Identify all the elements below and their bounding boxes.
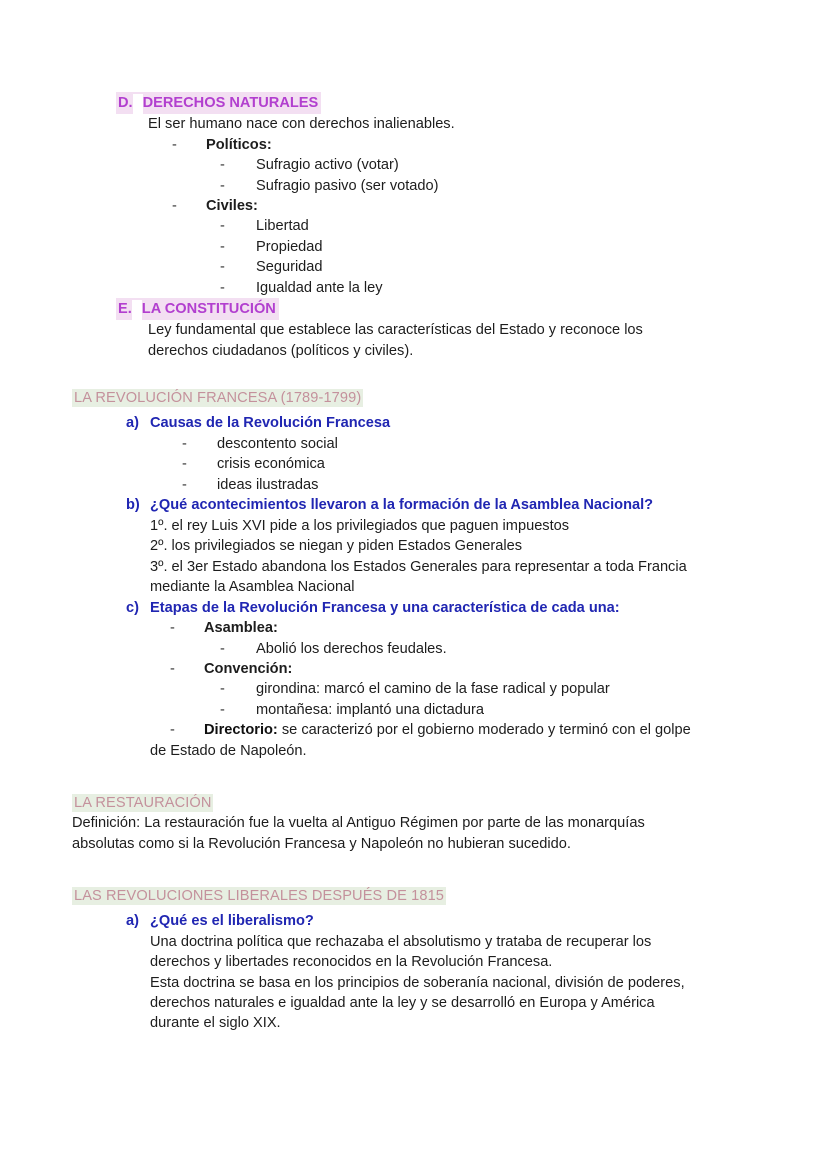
dash-bullet-icon: -	[172, 198, 177, 215]
group-label-civiles	[72, 196, 748, 216]
list-item-text: Abolió los derechos feudales.	[256, 640, 447, 657]
dash-bullet-icon: -	[220, 238, 225, 255]
derechos-naturales-intro: El ser humano nace con derechos inalienables.	[148, 116, 455, 133]
la-constitucion-body-line-2: derechos ciudadanos (políticos y civiles).	[148, 342, 414, 359]
group-label-text: Civiles:	[206, 198, 258, 215]
la-restauracion-body-line-1: Definición: La restauración fue la vuelta al Antiguo Régimen por parte de las monarquías	[72, 815, 645, 832]
item-b-asamblea-nacional	[72, 495, 748, 516]
list-item	[72, 278, 748, 298]
list-item	[72, 216, 748, 236]
item-a-liberalismo	[72, 911, 748, 932]
dash-bullet-icon: -	[220, 279, 225, 296]
item-marker-b: b)	[126, 497, 140, 514]
list-item-text: crisis económica	[217, 456, 325, 473]
heading-la-constitucion	[72, 298, 748, 320]
dash-bullet-icon: -	[220, 681, 225, 698]
banner-revoluciones-liberales	[72, 886, 748, 906]
heading-text-la-constitucion: LA CONSTITUCIÓN	[142, 298, 279, 320]
banner-text: LAS REVOLUCIONES LIBERALES DESPUÉS DE 1815	[74, 887, 445, 904]
item-a-causas	[72, 413, 748, 434]
item-heading-asamblea-nacional: ¿Qué acontecimientos llevaron a la formación de la Asamblea Nacional?	[150, 497, 654, 514]
liberalismo-line: durante el siglo XIX.	[150, 1015, 281, 1032]
item-heading-liberalismo: ¿Qué es el liberalismo?	[150, 913, 314, 930]
item-marker-a: a)	[126, 415, 139, 432]
item-marker-a: a)	[126, 913, 139, 930]
stage-label-text: Asamblea:	[204, 620, 278, 637]
list-item	[72, 700, 748, 720]
item-b-line: 2º. los privilegiados se niegan y piden Estados Generales	[150, 538, 523, 555]
dash-bullet-icon: -	[220, 701, 225, 718]
stage-directorio-body	[204, 720, 691, 740]
heading-derechos-naturales	[72, 92, 748, 114]
liberalismo-line: Esta doctrina se basa en los principios de soberanía nacional, división de poderes,	[150, 974, 685, 991]
list-item-text: montañesa: implantó una dictadura	[256, 701, 484, 718]
liberalismo-line: Una doctrina política que rechazaba el absolutismo y trataba de recuperar los	[150, 933, 652, 950]
item-b-line: 1º. el rey Luis XVI pide a los privilegiados que paguen impuestos	[150, 517, 570, 534]
list-item	[72, 155, 748, 175]
list-item-text: Libertad	[256, 218, 309, 235]
list-item-text: Sufragio activo (votar)	[256, 157, 399, 174]
stage-directorio	[72, 720, 748, 740]
dash-bullet-icon: -	[182, 476, 187, 493]
item-b-line: mediante la Asamblea Nacional	[150, 579, 355, 596]
dash-bullet-icon: -	[170, 620, 175, 637]
stage-label-text: Convención:	[204, 660, 293, 677]
list-item-text: Sufragio pasivo (ser votado)	[256, 177, 439, 194]
stage-label-text: Directorio:	[204, 722, 278, 739]
list-item	[72, 434, 748, 454]
list-item-text: Seguridad	[256, 259, 323, 276]
list-item	[72, 475, 748, 495]
stage-directorio-line-2: de Estado de Napoleón.	[150, 742, 307, 759]
banner-la-restauracion	[72, 793, 748, 813]
dash-bullet-icon: -	[220, 218, 225, 235]
heading-spacer	[133, 92, 143, 94]
dash-bullet-icon: -	[182, 456, 187, 473]
la-restauracion-body-line-2: absolutas como si la Revolución Francesa y Napoleón no hubieran sucedido.	[72, 835, 571, 852]
dash-bullet-icon: -	[220, 259, 225, 276]
dash-bullet-icon: -	[220, 157, 225, 174]
dash-bullet-icon: -	[172, 136, 177, 153]
stage-directorio-line-1: se caracterizó por el gobierno moderado y terminó con el golpe	[281, 722, 691, 739]
stage-label-convencion	[72, 659, 748, 679]
dash-bullet-icon: -	[220, 177, 225, 194]
banner-text: LA REVOLUCIÓN FRANCESA (1789-1799)	[74, 390, 362, 407]
dash-bullet-icon: -	[220, 640, 225, 657]
dash-bullet-icon: -	[170, 722, 175, 739]
list-item	[72, 454, 748, 474]
banner-revolucion-francesa	[72, 388, 748, 408]
list-item	[72, 237, 748, 257]
heading-marker-e: E.	[116, 298, 132, 320]
stage-label-asamblea	[72, 618, 748, 638]
heading-marker-d: D.	[116, 92, 133, 114]
group-label-text: Políticos:	[206, 136, 272, 153]
group-label-politicos	[72, 135, 748, 155]
list-item-text: Igualdad ante la ley	[256, 279, 383, 296]
dash-bullet-icon: -	[170, 660, 175, 677]
list-item-text: descontento social	[217, 436, 338, 453]
la-constitucion-body-line-1: Ley fundamental que establece las características del Estado y reconoce los	[148, 322, 643, 339]
banner-text: LA RESTAURACIÓN	[74, 794, 212, 811]
item-heading-etapas: Etapas de la Revolución Francesa y una característica de cada una:	[150, 599, 620, 616]
heading-spacer	[132, 298, 142, 300]
list-item	[72, 679, 748, 699]
item-b-line: 3º. el 3er Estado abandona los Estados Generales para representar a toda Francia	[150, 558, 687, 575]
list-item	[72, 639, 748, 659]
list-item-text: Propiedad	[256, 238, 323, 255]
list-item-text: ideas ilustradas	[217, 476, 319, 493]
item-marker-c: c)	[126, 599, 139, 616]
list-item	[72, 257, 748, 277]
list-item-text: girondina: marcó el camino de la fase radical y popular	[256, 681, 610, 698]
liberalismo-line: derechos naturales e igualdad ante la ley y se desarrolló en Europa y América	[150, 994, 655, 1011]
dash-bullet-icon: -	[182, 436, 187, 453]
item-heading-causas: Causas de la Revolución Francesa	[150, 415, 391, 432]
liberalismo-line: derechos y libertades reconocidos en la Revolución Francesa.	[150, 954, 553, 971]
item-c-etapas	[72, 598, 748, 619]
heading-text-derechos-naturales: DERECHOS NATURALES	[143, 92, 322, 114]
list-item	[72, 176, 748, 196]
